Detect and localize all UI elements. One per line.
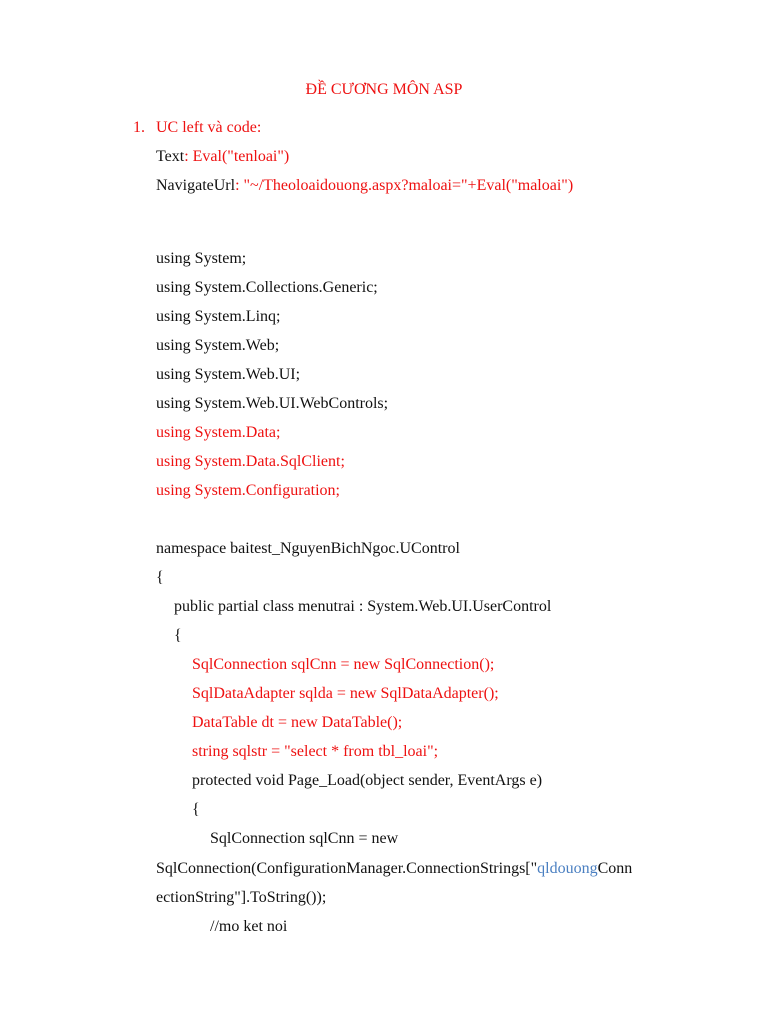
class-open-brace: { — [174, 627, 182, 644]
navigate-label: NavigateUrl — [156, 177, 236, 194]
using-line: using System.Collections.Generic; — [156, 279, 378, 296]
field-line: SqlDataAdapter sqlda = new SqlDataAdapter(); — [192, 685, 499, 702]
field-line: string sqlstr = "select * from tbl_loai"; — [192, 743, 439, 760]
connection-string-name: qldouong — [537, 860, 598, 877]
document-title: ĐỀ CƯƠNG MÔN ASP — [305, 81, 463, 98]
text-label: Text — [156, 148, 185, 165]
navigateurl-property-line — [156, 176, 573, 196]
item-number: 1. — [133, 119, 145, 136]
page-load-line: protected void Page_Load(object sender, EventArgs e) — [192, 772, 543, 789]
connection-line-2-start: SqlConnection(ConfigurationManager.ConnectionStrings[" — [156, 860, 538, 877]
namespace-line: namespace baitest_NguyenBichNgoc.UControl — [156, 540, 460, 557]
using-line: using System.Web.UI.WebControls; — [156, 395, 389, 412]
using-line: using System.Linq; — [156, 308, 281, 325]
connection-line-2 — [156, 859, 632, 879]
navigate-value: : "~/Theoloaidouong.aspx?maloai="+Eval("maloai") — [235, 177, 574, 194]
connection-line-1: SqlConnection sqlCnn = new — [210, 830, 399, 847]
field-line: SqlConnection sqlCnn = new SqlConnection(); — [192, 656, 495, 673]
field-line: DataTable dt = new DataTable(); — [192, 714, 403, 731]
class-line: public partial class menutrai : System.Web.UI.UserControl — [174, 598, 552, 615]
connection-line-3: ectionString"].ToString()); — [156, 889, 327, 906]
connection-line-2-end: Conn — [597, 860, 633, 877]
comment-line: //mo ket noi — [210, 918, 288, 935]
using-line: using System; — [156, 250, 247, 267]
text-property-line — [156, 147, 289, 167]
using-line-highlighted: using System.Data.SqlClient; — [156, 453, 345, 470]
using-line: using System.Web; — [156, 337, 280, 354]
method-open-brace: { — [192, 801, 200, 818]
using-line-highlighted: using System.Configuration; — [156, 482, 340, 499]
namespace-open-brace: { — [156, 569, 164, 586]
using-line-highlighted: using System.Data; — [156, 424, 281, 441]
text-value: : Eval("tenloai") — [184, 148, 290, 165]
using-line: using System.Web.UI; — [156, 366, 301, 383]
item-heading: UC left và code: — [156, 119, 262, 136]
